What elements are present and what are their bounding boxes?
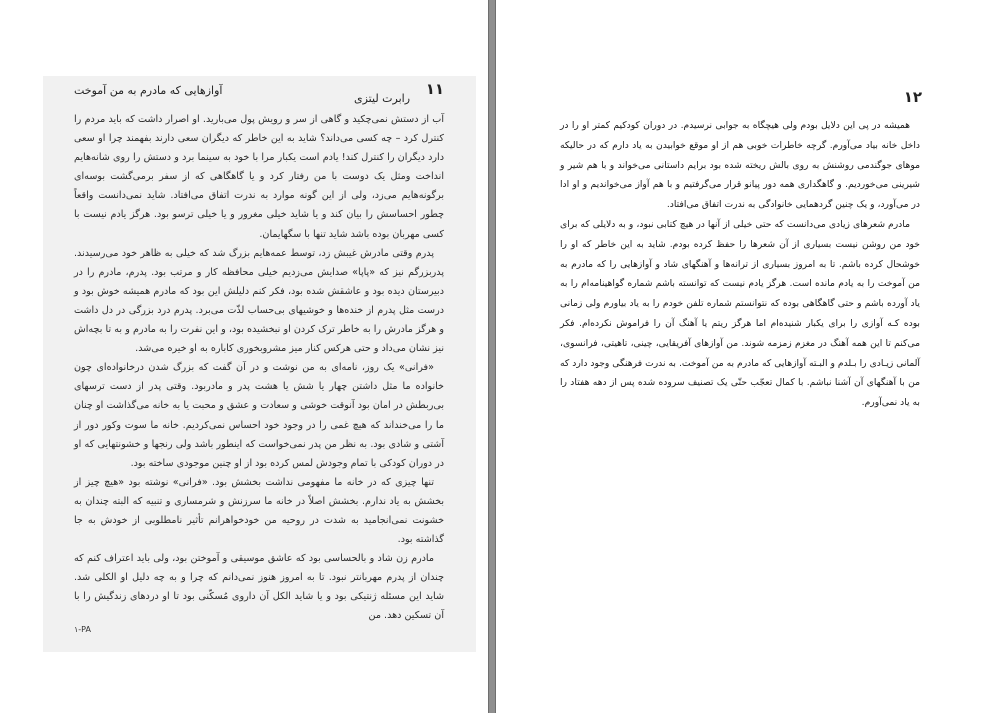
left-paragraph-2: پدرم وقتی مادرش غیبش زد، توسط عمه‌هایم بزرگ شد که خیلی به ظاهر خود می‌رسیدند. پدربزرگم نیز که «پاپا» صدایش می‌زدیم خیلی محافظه کار و مرتب بود. پدرم، مادرم را در دبیرستان دیده بود و عاشقش شده بود، فکر کنم دلیلش این بود که مادرم همیشه خوش بود و درست مثل پدرم از خنده‌ها و خوشیهای بی‌حساب لذّت می‌برد. پدرم درد بزرگی در دل داشت و هرگز مادرش را به خاطر ترک کردن او نبخشیده بود، و این نفرت را به مادرم و به تا بچه‌اش نیز نشان می‌داد و حتی هرکس کنار میز مشروبخوری کاباره به او خیره می‌شد. <box>74 247 444 355</box>
left-page <box>0 0 488 713</box>
left-paragraph-4: تنها چیزی که در خانه ما مفهومی نداشت بخشش بود. «فرانی» نوشته بود «هیچ چیز از بخشش به یاد ندارم. بخشش اصلاً در خانه ما سرزنش و شرمساری و تنبیه که البته چندان به خشونت نمی‌انجامید به شدت در روحیه من خودخواهرانم تأثیر نامطلوبی از خودش به جا گذاشته بود. <box>74 476 444 546</box>
left-page-running-title: آوازهایی که مادرم به من آموخت <box>74 84 223 97</box>
left-paragraph-1: آب از دستش نمی‌چکید و گاهی از سر و رویش پول می‌بارید. او اصرار داشت که باید مردم را کنترل کرد – چه کسی می‌داند؟ شاید به این خاطر که دیگران سعی دارند بفهمند چرا او سعی دارد دیگران را کنترل کند! یادم است یکبار مرا با خود به سینما برد و دستش را روی شانه‌هایم انداخت ومثل یک دوست با من رفتار کرد و یا گاهگاهی که از سفر برمی‌گشت بوسه‌ای برگونه‌هایم می‌زد، ولی از این گونه موارد به ندرت اتفاق می‌افتاد. شاید نمی‌دانست واقعاً چطور احساسش را بیان کند و یا شاید خیلی مغرور و یا خیلی ترسو بود. هرگز یادم نیست با کسی مهربان بوده باشد شاید تنها با سگهایمان. <box>74 114 444 240</box>
right-page-body <box>560 116 920 413</box>
left-paragraph-5: مادرم زن شاد و بالحساسی بود که عاشق موسیقی و آموختن بود، ولی باید اعتراف کنم که چندان از پدرم مهربانتر نبود. تا به امروز هنوز نمی‌دانم که چرا و به چه دلیل او الکلی شد. شاید این مسئله ژنتیکی بود و یا شاید الکل آن داروی مُسکّنی بود تا او دردهای زندگیش را با آن تسکین دهد. من <box>74 553 444 622</box>
right-page-number: ۱۲ <box>903 88 922 106</box>
page-divider <box>488 0 496 713</box>
right-page-running-title: رابرت لیتزی <box>354 92 411 105</box>
left-page-body <box>74 110 444 626</box>
right-paragraph-1: همیشه در پی این دلایل بودم ولی هیچگاه به جوابی نرسیدم. در دوران کودکیم کمتر او را در داخل خانه بیاد می‌آورم. گرچه خاطرات خوبی هم از او موقع خوابیدن به یاد دارم که در حالیکه موهای جوگندمی روشنش به روی بالش ریخته شده بود برایم داستانی می‌خواند و با هم شیر و شیرینی می‌خوردیم. و گاهگداری همه دور پیانو قرار می‌گرفتیم و با هم آواز می‌خواندیم و او ادا در می‌آورد، و یک چنین گردهمایی خانوادگی به ندرت اتفاق می‌افتاد. <box>560 120 920 211</box>
left-page-footer-code: ۱-PA <box>74 625 91 634</box>
right-page-header <box>354 88 922 106</box>
left-paragraph-3: «فرانی» یک روز، نامه‌ای به من نوشت و در آن گفت که بزرگ شدن درخانواده‌ای چون خانواده ما مثل داشتن چهار یا شش یا هشت پدر و مادربود. وقتی پدر از دست ترسهای بی‌ربطش در امان بود آنوقت خوشی و سعادت و عشق و محبت یا به خانه می‌گذاشت او چنان ما را می‌خنداند که هیچ غمی را در وجود خود احساس نمی‌کردیم. خانه ما سوت وکور دور از آشتی و شادی بود. به نظر من پدر نمی‌خواست که اینطور باشد ولی رنجها و خشونتهایی که او در دوران کودکی با تمام وجودش لمس کرده بود از او چنین موجودی ساخته بود. <box>74 362 444 469</box>
right-paragraph-2: مادرم شعرهای زیادی می‌دانست که حتی خیلی از آنها در هیچ کتابی نبود، و به دلایلی که برای خود من روشن نیست بسیاری از آن شعرها را حفظ کرده بودم. شاید به این خاطر که او را خوشحال کرده باشم. تا به امروز بسیاری از ترانه‌ها و آهنگهای شاد و آوازهایی را که مادرم به من آموخت را به یادم مانده است. هرگز یادم نیست که توانسته باشم شماره گواهینامه‌ام را به یاد آورده باشم و حتی گاهگاهی بوده که نتوانستم شماره تلفن خودم را به یاد بیاورم ولی زمانی بوده کـه آوازی را برای یکبار شنیده‌ام اما هرگز ریتم یا آهنگ آن را فراموش نکرده‌ام. فکر می‌کنم تا این همه آهنگ در مغزم زمزمه شوند. من آوازهای آفریقایی، چینی، تاهیتی، فرانسوی، آلمانی زیـادی را بـلدم و البـته آوازهایی که مادرم به من آموخت. به ندرت فرهنگی وجود دارد که من با آهنگهای آن آشنا نباشم. با کمال تعجّب حتّی یک تصنیف سروده شده پس از دهه هفتاد را به یاد نمی‌آورم. <box>560 218 920 409</box>
left-page-number: ۱۱ <box>425 80 444 98</box>
